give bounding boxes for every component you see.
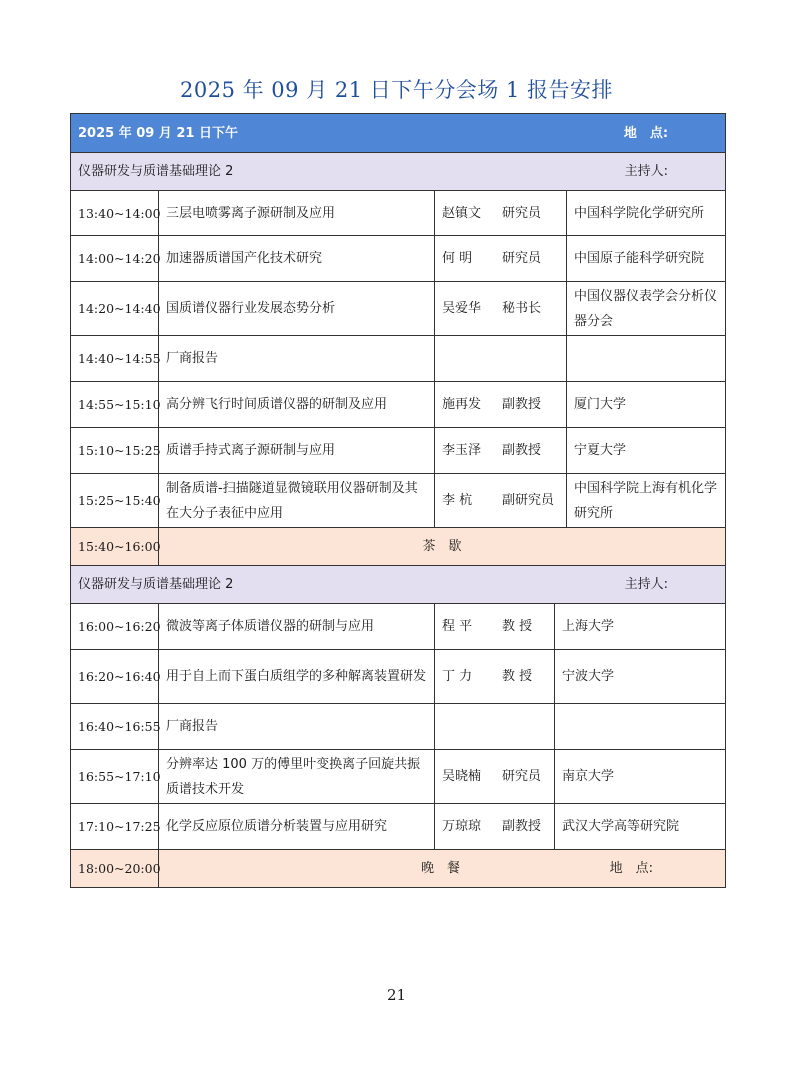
row-speaker [435,191,567,236]
dinner-row [71,850,726,888]
row-time: 16:20~16:40 [71,650,159,704]
tea-break-label: 茶 歇 [159,528,726,566]
row-organization: 宁波大学 [555,650,726,704]
row-speaker [435,336,567,382]
speaker-name: 万琼琼 [442,819,482,834]
schedule-row [71,428,726,474]
schedule-row [71,650,726,704]
session-1-host-label: 主持人: [624,164,669,179]
row-speaker [435,382,567,428]
schedule-row [71,336,726,382]
row-speaker [435,428,567,474]
speaker-title: 教 授 [502,619,533,634]
row-organization [555,704,726,750]
row-topic: 厂商报告 [159,704,435,750]
row-time: 14:20~14:40 [71,282,159,336]
row-time: 14:55~15:10 [71,382,159,428]
row-time: 13:40~14:00 [71,191,159,236]
row-organization: 南京大学 [555,750,726,804]
row-topic: 用于自上而下蛋白质组学的多种解离装置研发 [159,650,435,704]
row-topic: 三层电喷雾离子源研制及应用 [159,191,435,236]
schedule-table [70,113,726,888]
schedule-row [71,282,726,336]
row-topic: 厂商报告 [159,336,435,382]
row-topic: 分辨率达 100 万的傅里叶变换离子回旋共振质谱技术开发 [159,750,435,804]
speaker-name: 李玉泽 [442,443,482,458]
row-organization [567,336,726,382]
speaker-title: 副教授 [502,443,542,458]
row-organization: 中国原子能科学研究院 [567,236,726,282]
schedule-row [71,704,726,750]
row-topic: 制备质谱-扫描隧道显微镜联用仪器研制及其在大分子表征中应用 [159,474,435,528]
row-speaker [435,650,555,704]
dinner-location-label: 地 点: [609,861,654,876]
row-organization: 中国仪器仪表学会分析仪器分会 [567,282,726,336]
row-time: 16:40~16:55 [71,704,159,750]
row-organization: 武汉大学高等研究院 [555,804,726,850]
row-time: 14:00~14:20 [71,236,159,282]
page-number: 21 [386,986,407,1004]
dinner-time: 18:00~20:00 [71,850,159,888]
row-time: 14:40~14:55 [71,336,159,382]
row-speaker [435,236,567,282]
speaker-name: 李 杭 [442,493,473,508]
schedule-row [71,750,726,804]
row-speaker [435,474,567,528]
speaker-name: 程 平 [442,619,473,634]
session-1-header-row [71,153,726,191]
row-speaker [435,804,555,850]
day-header-label: 2025 年 09 月 21 日下午 [78,125,238,141]
speaker-title: 副教授 [502,819,542,834]
speaker-name: 赵镇文 [442,205,482,221]
row-topic: 质谱手持式离子源研制与应用 [159,428,435,474]
schedule-row [71,604,726,650]
row-time: 15:25~15:40 [71,474,159,528]
speaker-title: 秘书长 [502,301,542,316]
schedule-row [71,236,726,282]
day-header-location-label: 地 点: [623,125,669,141]
schedule-row [71,804,726,850]
row-organization: 厦门大学 [567,382,726,428]
speaker-name: 施再发 [442,397,482,412]
session-1-title: 仪器研发与质谱基础理论 2 [78,164,234,179]
speaker-title: 教 授 [502,669,533,684]
row-topic: 高分辨飞行时间质谱仪器的研制及应用 [159,382,435,428]
row-time: 17:10~17:25 [71,804,159,850]
tea-break-row [71,528,726,566]
session-2-title: 仪器研发与质谱基础理论 2 [78,577,234,592]
session-2-host-label: 主持人: [624,577,669,592]
row-speaker [435,750,555,804]
speaker-name: 丁 力 [442,669,473,684]
row-time: 16:00~16:20 [71,604,159,650]
page-title: 2025 年 09 月 21 日下午分会场 1 报告安排 [180,78,613,102]
speaker-name: 吴爱华 [442,301,482,316]
schedule-row [71,474,726,528]
schedule-row [71,191,726,236]
speaker-title: 研究员 [502,251,542,266]
row-time: 15:10~15:25 [71,428,159,474]
row-topic: 微波等离子体质谱仪器的研制与应用 [159,604,435,650]
row-topic: 化学反应原位质谱分析装置与应用研究 [159,804,435,850]
row-topic: 加速器质谱国产化技术研究 [159,236,435,282]
speaker-name: 何 明 [442,251,473,266]
tea-break-time: 15:40~16:00 [71,528,159,566]
speaker-title: 研究员 [502,205,542,221]
row-organization: 宁夏大学 [567,428,726,474]
row-topic: 国质谱仪器行业发展态势分析 [159,282,435,336]
speaker-name: 吴晓楠 [442,769,482,784]
schedule-row [71,382,726,428]
row-speaker [435,282,567,336]
day-header-row [71,114,726,153]
row-organization: 上海大学 [555,604,726,650]
row-speaker [435,704,555,750]
row-organization: 中国科学院化学研究所 [567,191,726,236]
row-time: 16:55~17:10 [71,750,159,804]
speaker-title: 副教授 [502,397,542,412]
row-speaker [435,604,555,650]
dinner-label: 晚 餐 [421,861,461,876]
row-organization: 中国科学院上海有机化学研究所 [567,474,726,528]
speaker-title: 研究员 [502,769,542,784]
speaker-title: 副研究员 [502,493,555,508]
session-2-header-row [71,566,726,604]
